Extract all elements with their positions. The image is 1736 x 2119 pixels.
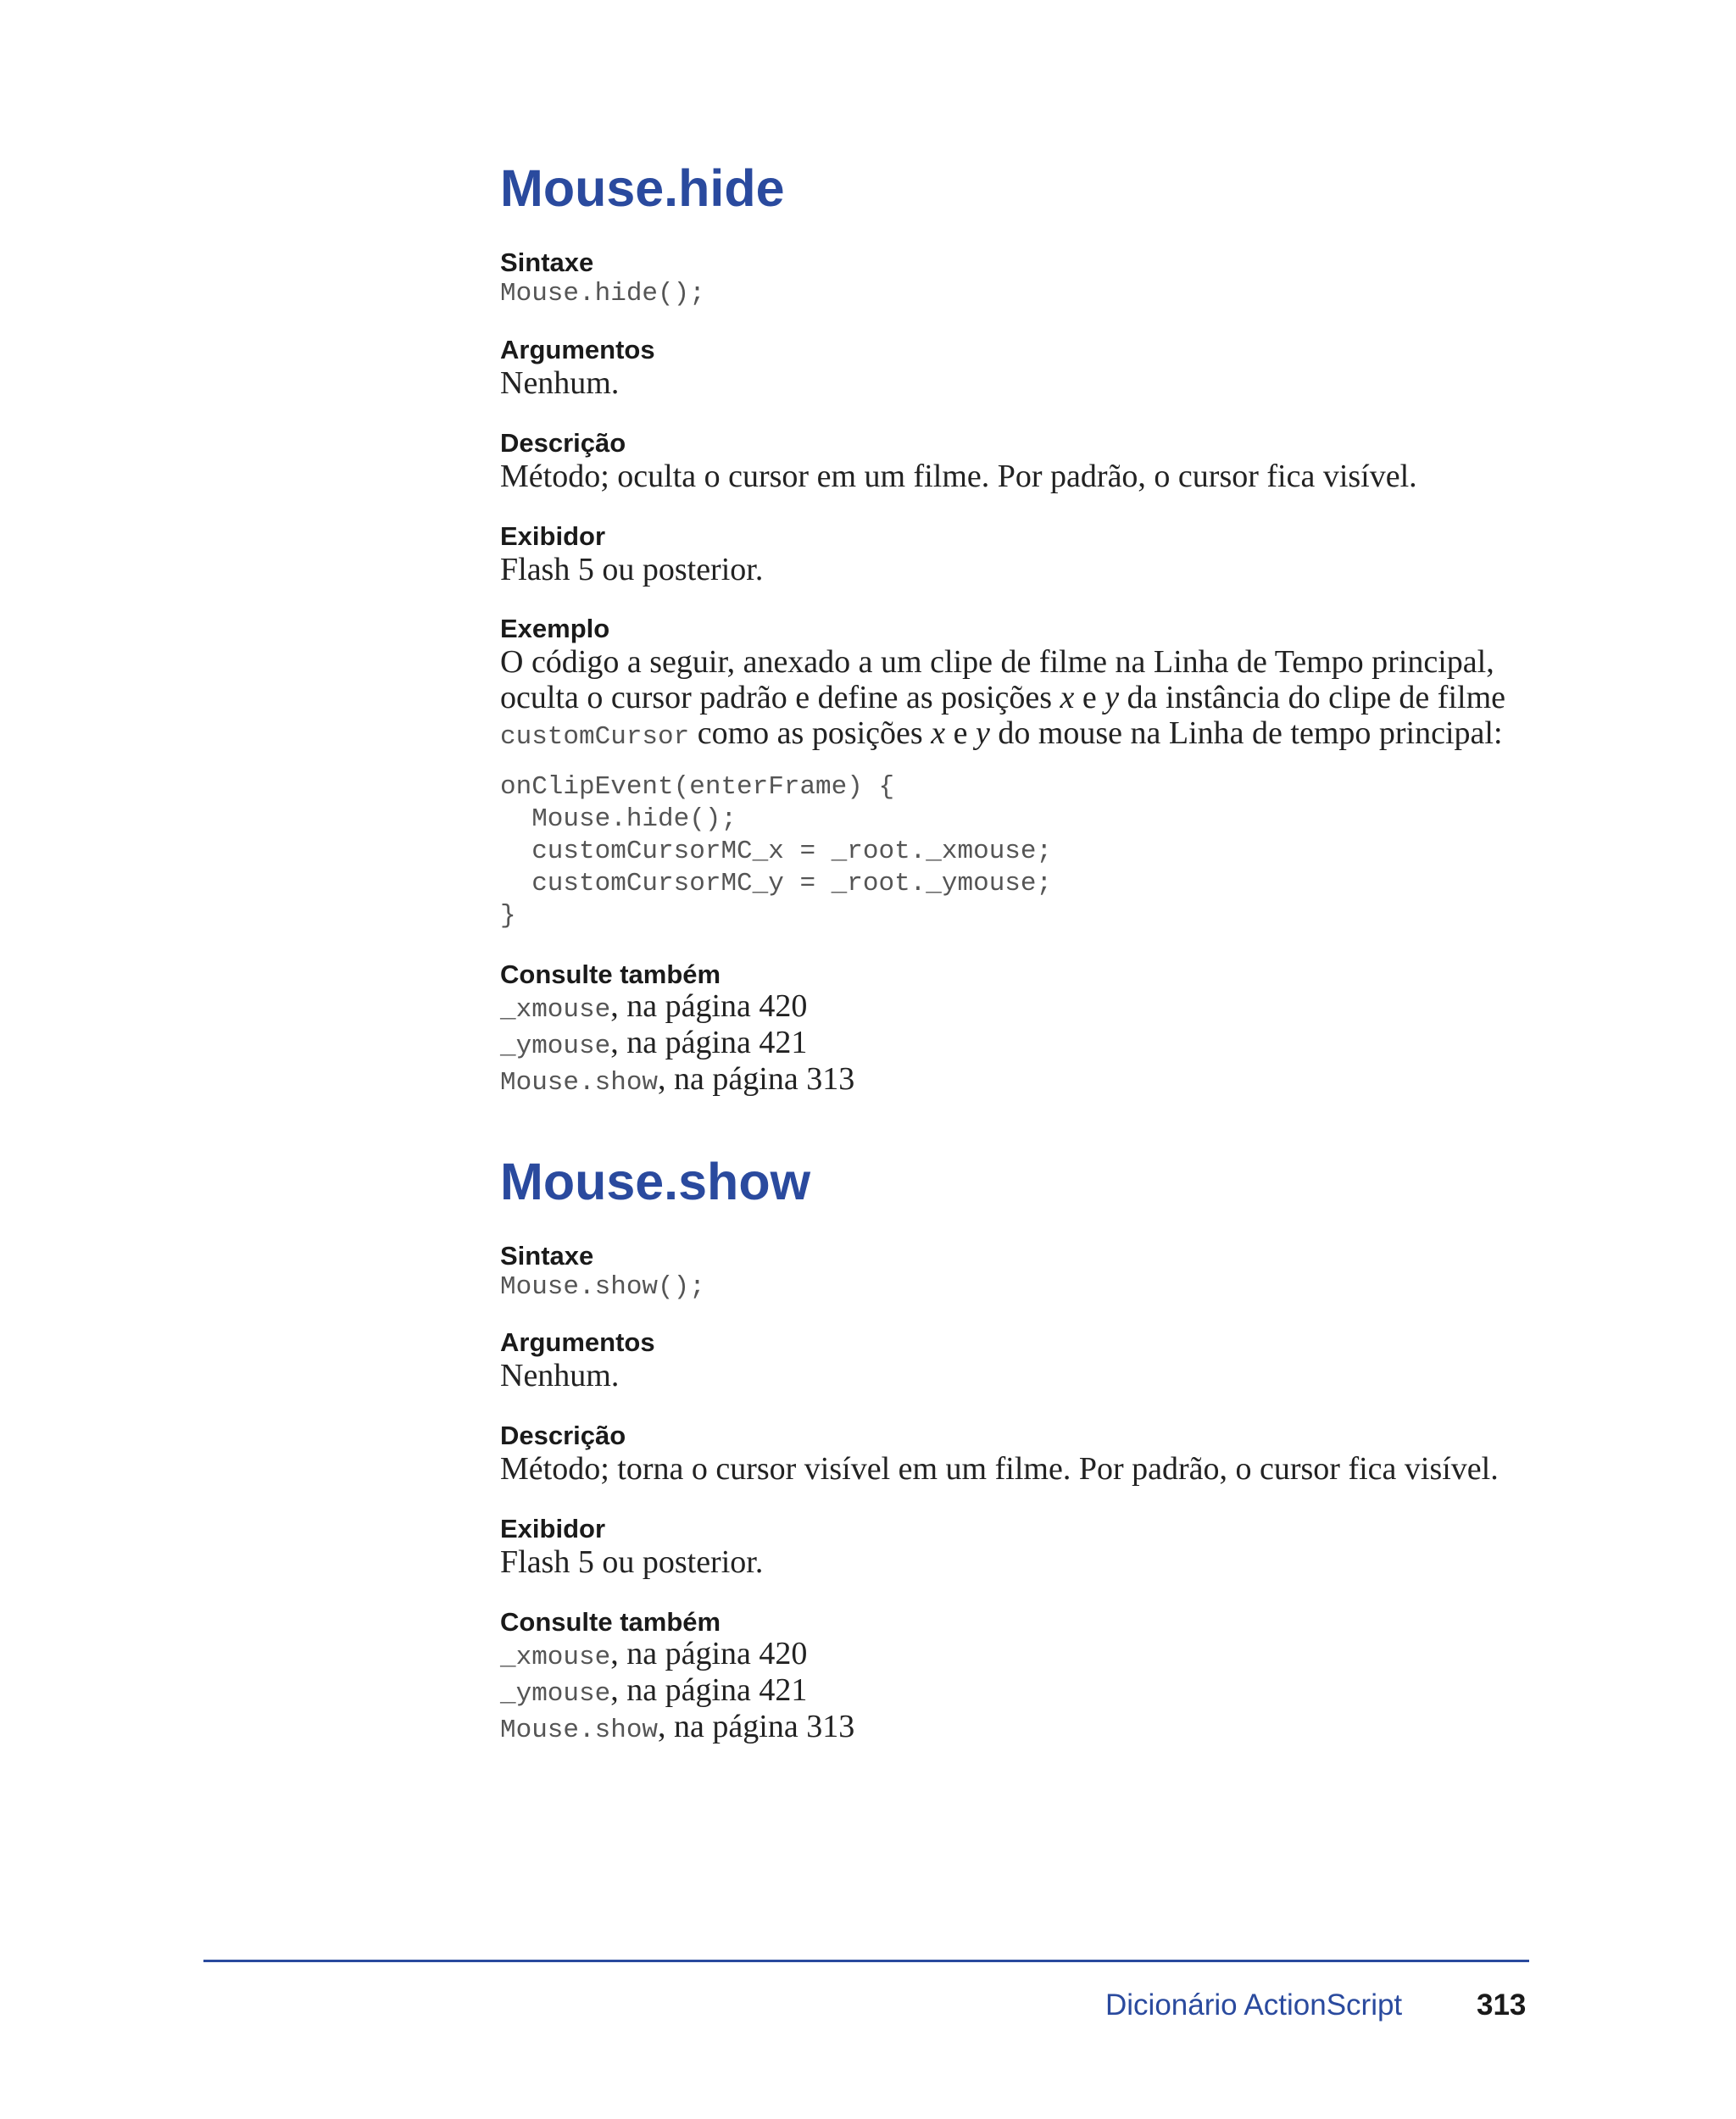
inline-code: customCursor	[500, 722, 690, 752]
code-line: customCursorMC_y = _root._ymouse;	[500, 869, 1053, 898]
see-also-page: , na página 313	[658, 1709, 855, 1744]
page-number: 313	[1477, 1988, 1527, 2022]
entry-title-mouse-show: Mouse.show	[500, 1153, 811, 1210]
syntax-code: Mouse.hide();	[500, 279, 705, 309]
code-line: onClipEvent(enterFrame) {	[500, 772, 895, 802]
description-section	[500, 1421, 1543, 1487]
example-label: Exemplo	[500, 614, 610, 643]
arguments-section	[500, 335, 1543, 401]
see-also-page: , na página 313	[658, 1061, 855, 1097]
see-also-link[interactable]: Mouse.show	[500, 1068, 659, 1098]
arguments-section	[500, 1327, 1543, 1393]
player-text: Flash 5 ou posterior.	[500, 1544, 764, 1580]
syntax-section	[500, 1241, 1543, 1304]
see-also-item[interactable]	[500, 1674, 1543, 1710]
syntax-section	[500, 247, 1543, 310]
example-text-line-1: O código a seguir, anexado a um clipe de filme na Linha de Tempo principal,	[500, 644, 1494, 680]
player-label: Exibidor	[500, 1514, 606, 1543]
see-also-page: , na página 420	[610, 988, 808, 1024]
see-also-item[interactable]	[500, 1063, 1543, 1099]
example-section	[500, 614, 1543, 755]
description-text: Método; torna o cursor visível em um filme. Por padrão, o cursor fica visível.	[500, 1451, 1499, 1487]
see-also-label: Consulte também	[500, 1607, 721, 1637]
example-text-fragment: da instância do clipe de filme	[1119, 680, 1505, 715]
player-text: Flash 5 ou posterior.	[500, 552, 764, 587]
entry-title-mouse-hide: Mouse.hide	[500, 159, 785, 217]
footer-title: Dicionário ActionScript	[1105, 1988, 1403, 2022]
description-label: Descrição	[500, 428, 626, 458]
example-text-line-3	[500, 715, 1543, 755]
see-also-link[interactable]: _ymouse	[500, 1032, 611, 1061]
variable-y: y	[975, 715, 990, 751]
description-section	[500, 428, 1543, 494]
see-also-link[interactable]: _ymouse	[500, 1679, 611, 1709]
example-text-fragment: oculta o cursor padrão e define as posições	[500, 680, 1060, 715]
see-also-link[interactable]: _xmouse	[500, 1643, 611, 1672]
see-also-page: , na página 420	[610, 1636, 808, 1671]
player-section	[500, 1514, 1543, 1580]
code-line: customCursorMC_x = _root._xmouse;	[500, 837, 1053, 866]
player-label: Exibidor	[500, 521, 606, 551]
example-text-line-2	[500, 680, 1543, 715]
see-also-item[interactable]	[500, 1638, 1543, 1674]
example-text-fragment: e	[945, 715, 976, 751]
example-text-fragment: e	[1074, 680, 1105, 715]
description-label: Descrição	[500, 1421, 626, 1450]
arguments-text: Nenhum.	[500, 1358, 620, 1393]
footer-rule	[203, 1960, 1529, 1962]
see-also-page: , na página 421	[610, 1672, 808, 1708]
syntax-label: Sintaxe	[500, 247, 594, 277]
syntax-code: Mouse.show();	[500, 1272, 705, 1302]
arguments-label: Argumentos	[500, 1327, 655, 1357]
see-also-item[interactable]	[500, 990, 1543, 1026]
see-also-item[interactable]	[500, 1710, 1543, 1747]
syntax-label: Sintaxe	[500, 1241, 594, 1271]
see-also-link[interactable]: _xmouse	[500, 995, 611, 1025]
variable-y: y	[1104, 680, 1120, 715]
arguments-text: Nenhum.	[500, 365, 620, 401]
code-line: }	[500, 901, 516, 931]
player-section	[500, 521, 1543, 587]
variable-x: x	[1060, 680, 1075, 715]
see-also-section	[500, 959, 1543, 1099]
description-text: Método; oculta o cursor em um filme. Por padrão, o cursor fica visível.	[500, 459, 1417, 494]
see-also-page: , na página 421	[610, 1025, 808, 1060]
example-text-fragment: como as posições	[689, 715, 932, 751]
see-also-section	[500, 1607, 1543, 1747]
example-text-fragment: do mouse na Linha de tempo principal:	[989, 715, 1503, 751]
variable-x: x	[931, 715, 946, 751]
see-also-label: Consulte também	[500, 959, 721, 989]
code-line: Mouse.hide();	[500, 804, 737, 834]
code-example-block	[500, 771, 1543, 932]
see-also-link[interactable]: Mouse.show	[500, 1716, 659, 1745]
arguments-label: Argumentos	[500, 335, 655, 364]
see-also-item[interactable]	[500, 1026, 1543, 1063]
